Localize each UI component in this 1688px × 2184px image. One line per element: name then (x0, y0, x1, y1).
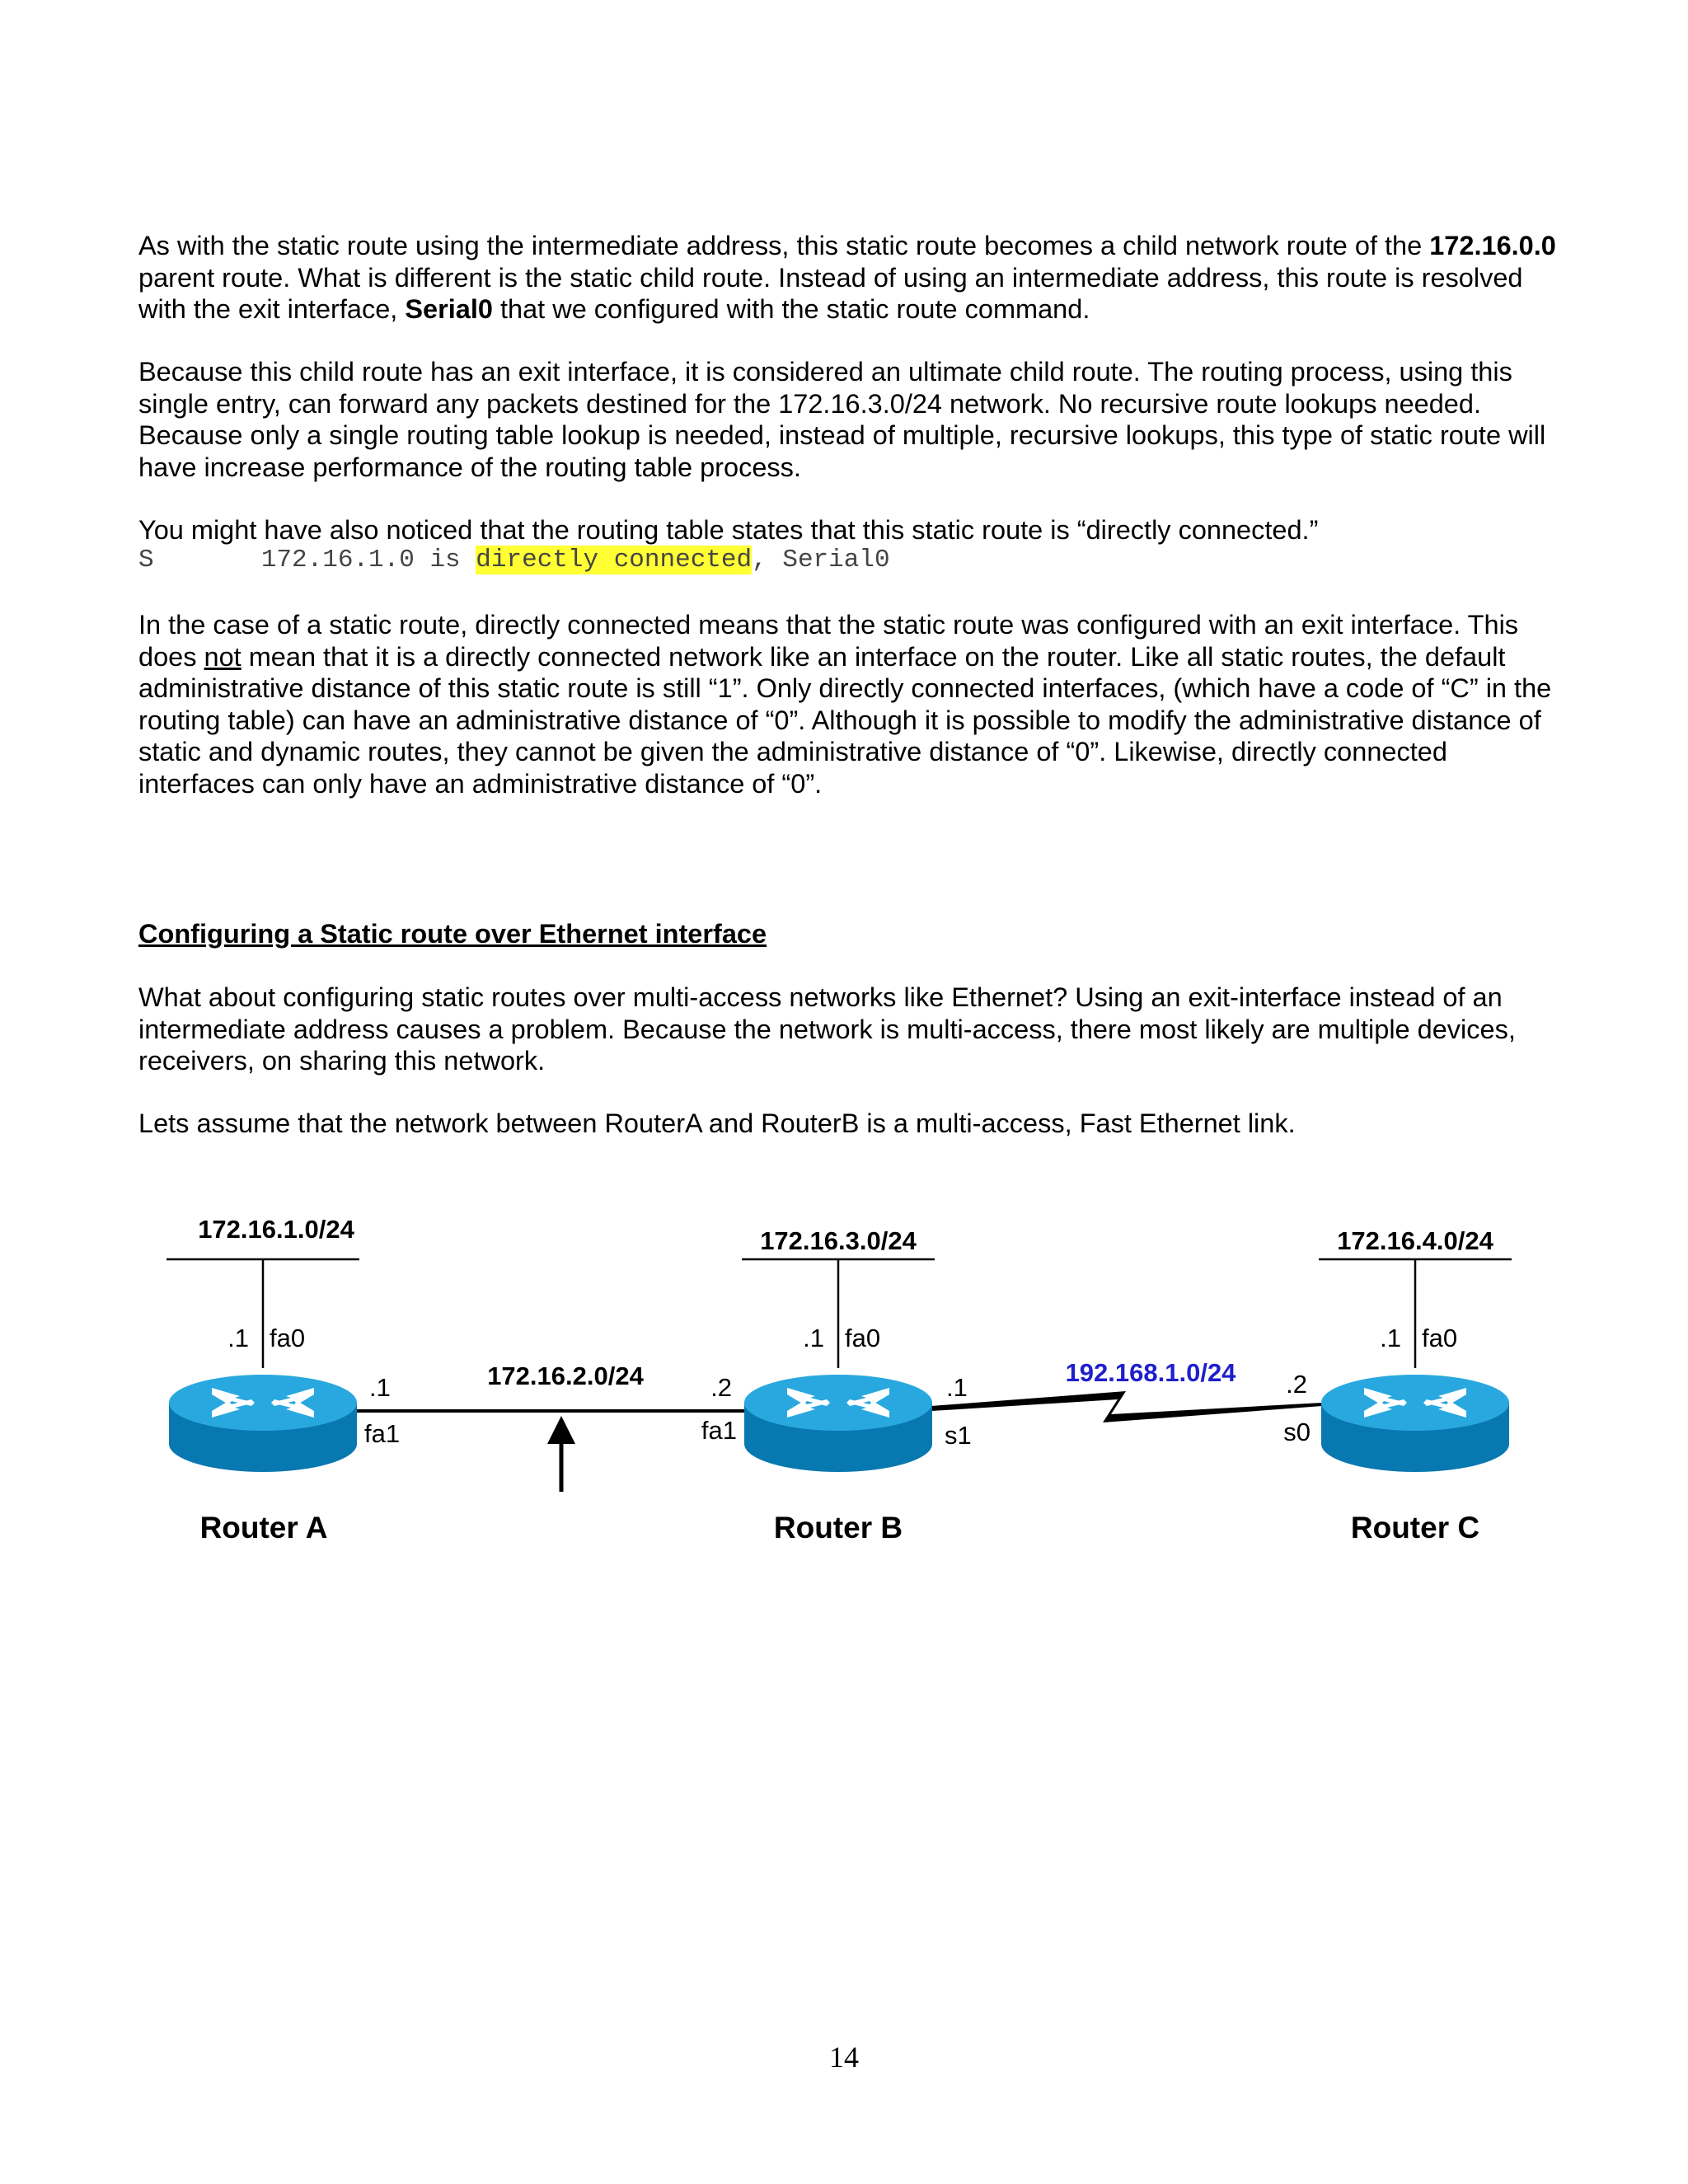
code-prefix: S 172.16.1.0 is (138, 546, 476, 574)
paragraph-ultimate-route: Because this child route has an exit interface, it is considered an ultimate child route. The routing process, using this single entry, can forward any packets destined for the 172.16.3.0/24 network. No recursive route lookups needed. Because only a single routing table lookup is needed, instead of multiple, recursive lookups, this type of static route will have increase performance of the routing table process. (138, 357, 1546, 482)
interface-label: fa0 (845, 1324, 881, 1352)
code-suffix: , Serial0 (752, 546, 890, 574)
bold-interface: Serial0 (405, 294, 493, 324)
interface-label: s1 (945, 1421, 972, 1450)
paragraph-directly-connected: You might have also noticed that the routing table states that this static route is “directly connected.” (138, 515, 1319, 545)
interface-label: fa0 (1422, 1324, 1458, 1352)
host-label: .2 (1286, 1370, 1307, 1399)
underlined-word: not (204, 641, 241, 672)
lan-label-a: 172.16.1.0/24 (198, 1215, 354, 1244)
router-name-a: Router A (199, 1511, 328, 1544)
bold-network: 172.16.0.0 (1429, 231, 1556, 260)
interface-label: fa1 (701, 1416, 737, 1445)
text-span: that we configured with the static route command. (492, 294, 1090, 324)
interface-label: s0 (1283, 1418, 1311, 1446)
host-label: .2 (710, 1373, 732, 1402)
router-icon (169, 1375, 357, 1472)
host-label: .1 (369, 1373, 391, 1402)
arrow-up-icon (547, 1416, 575, 1492)
interface-label: fa1 (364, 1419, 401, 1448)
host-label: .1 (803, 1324, 824, 1352)
lan-label-c: 172.16.4.0/24 (1337, 1226, 1493, 1255)
interface-label: fa0 (270, 1324, 306, 1352)
paragraph-assumption: Lets assume that the network between RouterA and RouterB is a multi-access, Fast Ethernet link. (138, 1108, 1296, 1138)
text-span: As with the static route using the intermediate address, this static route becomes a child network route of the (138, 231, 1430, 260)
section-heading: Configuring a Static route over Ethernet interface (138, 919, 767, 949)
page-number: 14 (829, 2041, 859, 2074)
router-icon (744, 1375, 932, 1472)
highlighted-text: directly connected (476, 546, 753, 574)
text-span: parent route. What is different is the static child route. Instead of using an intermediate address, this route is resolved with the exit interface, (138, 262, 1523, 324)
router-icon (1321, 1375, 1509, 1472)
router-name-c: Router C (1350, 1511, 1480, 1544)
host-label: .1 (227, 1324, 249, 1352)
link-label-bc: 192.168.1.0/24 (1065, 1358, 1236, 1387)
serial-link (931, 1391, 1322, 1422)
router-name-b: Router B (773, 1511, 903, 1544)
text-span: In the case of a static route, directly connected means that the static route was configured with an exit interface. This does (138, 610, 1519, 672)
text-span: mean that it is a directly connected network like an interface on the router. Like all static routes, the default administrative distance of this static route is still “1”. Only directly connected interfaces, (which have a code of “C” in the routing table) can have an administrative distance of “0”. Although it is possible to modify the administrative distance of static and dynamic routes, they cannot be given the administrative distance of “0”. Likewise, directly connected interfaces can only have an administrative distance of “0”. (138, 641, 1552, 799)
paragraph-multi-access: What about configuring static routes over multi-access networks like Ethernet? Using an exit-interface instead of an intermediate address causes a problem. Because the network is multi-access, there most likely are multiple devices, receivers, on sharing this network. (138, 982, 1516, 1076)
link-label-ab: 172.16.2.0/24 (487, 1361, 644, 1390)
lan-label-b: 172.16.3.0/24 (760, 1226, 917, 1255)
host-label: .1 (1380, 1324, 1401, 1352)
host-label: .1 (946, 1373, 968, 1402)
